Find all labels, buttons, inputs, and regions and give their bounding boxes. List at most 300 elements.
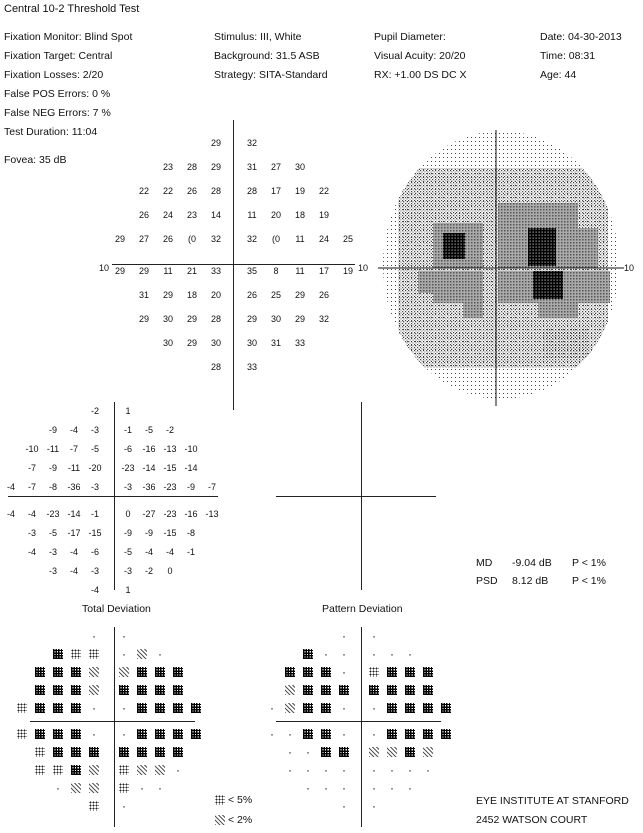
threshold-value: 29 xyxy=(294,290,305,300)
threshold-v-axis xyxy=(233,120,234,410)
td-value: -1 xyxy=(90,509,99,519)
false-pos-errors: False POS Errors: 0 % xyxy=(4,88,111,100)
td-value: -27 xyxy=(142,509,156,519)
pdp-symbol-black xyxy=(405,667,415,677)
threshold-value: 33 xyxy=(210,266,221,276)
rx: RX: +1.00 DS DC X xyxy=(374,69,467,81)
tdp-symbol-black xyxy=(53,649,63,659)
td-value: -3 xyxy=(90,425,99,435)
tdp-symbol-black xyxy=(35,703,45,713)
legend-symbol-dots xyxy=(215,795,225,805)
tdp-symbol-check xyxy=(89,765,99,775)
legend-label-2: < 2% xyxy=(228,814,253,826)
tdp-symbol-check xyxy=(71,783,81,793)
tdp-h-axis xyxy=(30,721,195,722)
threshold-value: 19 xyxy=(294,186,305,196)
pdp-symbol-dot xyxy=(387,783,397,793)
tdp-symbol-black xyxy=(137,685,147,695)
tdp-symbol-dot xyxy=(89,703,99,713)
threshold-value: 14 xyxy=(210,210,221,220)
td-value: -9 xyxy=(48,425,57,435)
pdp-symbol-black xyxy=(387,703,397,713)
td-value: -14 xyxy=(67,509,81,519)
threshold-value: 31 xyxy=(270,338,281,348)
threshold-value: 32 xyxy=(246,234,257,244)
pdp-symbol-black xyxy=(405,747,415,757)
pdp-symbol-dot xyxy=(339,631,349,641)
threshold-value: 24 xyxy=(162,210,173,220)
pdp-symbol-black xyxy=(321,703,331,713)
td-value: -13 xyxy=(163,444,177,454)
tdp-symbol-black xyxy=(173,729,183,739)
threshold-value: 18 xyxy=(186,290,197,300)
td-value: -11 xyxy=(67,463,81,473)
psd-value: 8.12 dB xyxy=(512,575,549,587)
tdp-symbol-dots xyxy=(89,649,99,659)
pdp-symbol-dot xyxy=(321,783,331,793)
threshold-value: 20 xyxy=(210,290,221,300)
threshold-value: 26 xyxy=(246,290,257,300)
threshold-value: 29 xyxy=(210,162,221,172)
td-value: -9 xyxy=(144,528,153,538)
pdp-symbol-black xyxy=(423,685,433,695)
pdp-symbol-black xyxy=(321,667,331,677)
pdp-symbol-dot xyxy=(285,729,295,739)
threshold-value: 19 xyxy=(342,266,353,276)
pdp-symbol-dot xyxy=(369,801,379,811)
tdp-symbol-dots xyxy=(17,703,27,713)
tdp-symbol-dots xyxy=(35,747,45,757)
threshold-value: 28 xyxy=(186,162,197,172)
md-p: P < 1% xyxy=(572,557,606,569)
pdp-symbol-black xyxy=(303,703,313,713)
legend-label-5: < 5% xyxy=(228,794,253,806)
td-value: -20 xyxy=(88,463,102,473)
fixation-losses: Fixation Losses: 2/20 xyxy=(4,69,104,81)
td-value: -9 xyxy=(123,528,132,538)
td-value: -5 xyxy=(48,528,57,538)
pdp-symbol-dot xyxy=(321,649,331,659)
tdp-symbol-black xyxy=(71,747,81,757)
pdp-symbol-dot xyxy=(369,649,379,659)
age: Age: 44 xyxy=(540,69,577,81)
td-value: -8 xyxy=(186,528,195,538)
td-value: -4 xyxy=(6,482,15,492)
pdp-symbol-black xyxy=(369,685,379,695)
pdp-symbol-dot xyxy=(423,765,433,775)
td-value: -4 xyxy=(27,509,36,519)
pupil-diameter: Pupil Diameter: xyxy=(374,31,446,43)
td-value: -23 xyxy=(163,482,177,492)
threshold-value: 24 xyxy=(318,234,329,244)
grey-patch xyxy=(543,328,588,358)
tdp-symbol-black xyxy=(155,685,165,695)
threshold-value: 29 xyxy=(210,138,221,148)
pdp-symbol-dot xyxy=(339,783,349,793)
td-value: -1 xyxy=(123,425,132,435)
threshold-value: 32 xyxy=(318,314,329,324)
tdp-symbol-black xyxy=(155,747,165,757)
threshold-value: 29 xyxy=(114,234,125,244)
time: Time: 08:31 xyxy=(540,50,596,62)
institution-name: EYE INSTITUTE AT STANFORD xyxy=(476,795,629,807)
test-duration: Test Duration: 11:04 xyxy=(4,126,98,138)
td-value: 1 xyxy=(125,585,131,595)
pdp-symbol-dot xyxy=(339,703,349,713)
tdp-symbol-dots xyxy=(17,729,27,739)
psd-name: PSD xyxy=(476,575,498,587)
pdp-symbol-check xyxy=(369,747,379,757)
pdp-symbol-check xyxy=(387,747,397,757)
td-h-axis xyxy=(8,496,218,497)
tdp-symbol-black xyxy=(53,703,63,713)
pdp-symbol-dot xyxy=(369,783,379,793)
test-title: Central 10-2 Threshold Test xyxy=(4,3,140,15)
pdp-symbol-black xyxy=(321,729,331,739)
tdp-symbol-check xyxy=(155,765,165,775)
pdp-symbol-dot xyxy=(369,765,379,775)
tdp-symbol-dot xyxy=(173,765,183,775)
td-value: -23 xyxy=(163,509,177,519)
threshold-value: 17 xyxy=(318,266,329,276)
threshold-value: 21 xyxy=(186,266,197,276)
pdp-symbol-dot xyxy=(285,747,295,757)
pdp-symbol-black xyxy=(303,729,313,739)
tdp-symbol-black xyxy=(173,685,183,695)
td-value: -16 xyxy=(142,444,156,454)
threshold-value: 11 xyxy=(295,234,305,244)
threshold-value: 30 xyxy=(246,338,257,348)
fixation-target: Fixation Target: Central xyxy=(4,50,113,62)
tdp-symbol-black xyxy=(71,685,81,695)
greyscale-plot xyxy=(378,128,635,408)
pdp-symbol-dot xyxy=(339,729,349,739)
threshold-value: 26 xyxy=(162,234,173,244)
tdp-symbol-dot xyxy=(155,783,165,793)
pdp-symbol-dot xyxy=(321,765,331,775)
threshold-value: 31 xyxy=(138,290,149,300)
tdp-symbol-black xyxy=(119,685,129,695)
td-value: -4 xyxy=(69,425,78,435)
tdp-symbol-dot xyxy=(119,729,129,739)
tdp-symbol-black xyxy=(155,729,165,739)
threshold-value: 30 xyxy=(162,338,173,348)
threshold-value: 32 xyxy=(246,138,257,148)
td-value: -14 xyxy=(184,463,198,473)
pdp-symbol-black xyxy=(423,729,433,739)
fovea: Fovea: 35 dB xyxy=(4,154,67,166)
td-value: -4 xyxy=(90,585,99,595)
pdp-symbol-black xyxy=(423,703,433,713)
tdp-symbol-dot xyxy=(137,783,147,793)
tdp-symbol-black xyxy=(173,667,183,677)
td-value: -10 xyxy=(184,444,198,454)
td-value: -4 xyxy=(27,547,36,557)
tdp-symbol-black xyxy=(71,765,81,775)
pdp-symbol-black xyxy=(339,747,349,757)
pdp-symbol-black xyxy=(441,729,451,739)
tdp-symbol-black xyxy=(137,747,147,757)
td-value: -6 xyxy=(123,444,132,454)
td-value: -5 xyxy=(90,444,99,454)
threshold-value: 28 xyxy=(246,186,257,196)
td-value: -16 xyxy=(184,509,198,519)
td-value: -15 xyxy=(163,528,177,538)
threshold-value: 11 xyxy=(247,210,257,220)
td-v-axis xyxy=(114,402,115,590)
tdp-symbol-black xyxy=(119,747,129,757)
tdp-symbol-black xyxy=(35,685,45,695)
institution-address: 2452 WATSON COURT xyxy=(476,814,588,826)
tdp-symbol-dots xyxy=(119,783,129,793)
threshold-value: 29 xyxy=(186,338,197,348)
threshold-value: 19 xyxy=(318,210,329,220)
pdp-symbol-check xyxy=(423,747,433,757)
total-deviation-label: Total Deviation xyxy=(82,603,151,615)
threshold-value: 22 xyxy=(162,186,173,196)
greyscale-svg xyxy=(378,128,624,408)
td-value: -2 xyxy=(165,425,174,435)
td-value: -3 xyxy=(27,528,36,538)
threshold-value: 26 xyxy=(318,290,329,300)
pdp-symbol-black xyxy=(303,649,313,659)
threshold-value: 29 xyxy=(246,314,257,324)
td-value: -3 xyxy=(90,482,99,492)
tdp-symbol-dots xyxy=(35,765,45,775)
tdp-symbol-check xyxy=(89,667,99,677)
threshold-value: 33 xyxy=(246,362,257,372)
threshold-value: 30 xyxy=(162,314,173,324)
pdp-symbol-check xyxy=(285,685,295,695)
pdp-symbol-dot xyxy=(405,649,415,659)
td-value: -13 xyxy=(205,509,219,519)
threshold-value: 23 xyxy=(186,210,197,220)
tdp-symbol-black xyxy=(71,703,81,713)
td-value: -2 xyxy=(90,406,99,416)
pdp-symbol-dot xyxy=(339,765,349,775)
pdp-symbol-black xyxy=(423,667,433,677)
psd-p: P < 1% xyxy=(572,575,606,587)
pdp-v-axis xyxy=(361,627,362,827)
td-value: -7 xyxy=(27,463,36,473)
td-value: -36 xyxy=(67,482,81,492)
tdp-symbol-black xyxy=(53,667,63,677)
tdp-symbol-check xyxy=(137,649,147,659)
visual-acuity: Visual Acuity: 20/20 xyxy=(374,50,466,62)
threshold-value: 23 xyxy=(162,162,173,172)
tdp-symbol-dot xyxy=(119,631,129,641)
td-value: -7 xyxy=(69,444,78,454)
tdp-symbol-dot xyxy=(119,801,129,811)
pdp-symbol-black xyxy=(405,703,415,713)
threshold-value: 26 xyxy=(138,210,149,220)
threshold-value: 28 xyxy=(210,186,221,196)
pdp-symbol-black xyxy=(303,667,313,677)
threshold-value: 30 xyxy=(270,314,281,324)
md-name: MD xyxy=(476,557,493,569)
tdp-v-axis xyxy=(114,627,115,827)
pdp-symbol-black xyxy=(285,667,295,677)
stimulus: Stimulus: III, White xyxy=(214,31,302,43)
td-value: -4 xyxy=(165,547,174,557)
pdp-symbol-dots xyxy=(369,667,379,677)
tdp-symbol-dot xyxy=(89,729,99,739)
td-value: -3 xyxy=(48,547,57,557)
threshold-value: 25 xyxy=(342,234,353,244)
tdp-symbol-black xyxy=(173,703,183,713)
pdp-symbol-black xyxy=(441,703,451,713)
pdp-symbol-dot xyxy=(405,765,415,775)
td-value: -4 xyxy=(69,547,78,557)
pdp-symbol-dot xyxy=(267,703,277,713)
threshold-value: 29 xyxy=(186,314,197,324)
md-value: -9.04 dB xyxy=(512,557,552,569)
pd-h-axis xyxy=(276,496,436,497)
tdp-symbol-black xyxy=(35,667,45,677)
tdp-symbol-black xyxy=(155,667,165,677)
td-value: -2 xyxy=(144,566,153,576)
threshold-value: 26 xyxy=(186,186,197,196)
threshold-h-axis xyxy=(112,264,355,265)
pdp-symbol-black xyxy=(405,685,415,695)
pdp-h-axis xyxy=(276,721,441,722)
td-value: -23 xyxy=(121,463,135,473)
pdp-symbol-dot xyxy=(285,765,295,775)
threshold-value: 29 xyxy=(138,314,149,324)
tdp-symbol-dots xyxy=(89,801,99,811)
threshold-value: 35 xyxy=(246,266,257,276)
threshold-value: 30 xyxy=(210,338,221,348)
td-value: -11 xyxy=(46,444,60,454)
tdp-symbol-black xyxy=(173,747,183,757)
threshold-value: 20 xyxy=(270,210,281,220)
td-value: -15 xyxy=(88,528,102,538)
pdp-symbol-dot xyxy=(369,729,379,739)
td-value: -36 xyxy=(142,482,156,492)
tdp-symbol-dot xyxy=(119,649,129,659)
threshold-axis-left-label: 10 xyxy=(99,263,110,273)
td-value: -4 xyxy=(69,566,78,576)
threshold-value: 8 xyxy=(273,266,279,276)
pdp-symbol-dot xyxy=(339,649,349,659)
threshold-value: 22 xyxy=(138,186,149,196)
td-value: 0 xyxy=(167,566,173,576)
td-value: 1 xyxy=(125,406,131,416)
threshold-value: (0 xyxy=(271,234,280,244)
pdp-symbol-dot xyxy=(339,667,349,677)
tdp-symbol-black xyxy=(71,667,81,677)
fixation-monitor: Fixation Monitor: Blind Spot xyxy=(4,31,133,43)
pdp-symbol-dot xyxy=(405,783,415,793)
grey-black-ur xyxy=(528,228,556,266)
tdp-symbol-black xyxy=(53,685,63,695)
threshold-value: 29 xyxy=(114,266,125,276)
tdp-symbol-dots xyxy=(53,765,63,775)
pdp-symbol-dot xyxy=(369,703,379,713)
td-value: -17 xyxy=(67,528,81,538)
td-value: 0 xyxy=(125,509,131,519)
threshold-value: 31 xyxy=(246,162,257,172)
td-value: -14 xyxy=(142,463,156,473)
threshold-value: 27 xyxy=(270,162,281,172)
threshold-value: 18 xyxy=(294,210,305,220)
threshold-value: 25 xyxy=(270,290,281,300)
threshold-value: 29 xyxy=(138,266,149,276)
pdp-symbol-black xyxy=(387,685,397,695)
pdp-symbol-dot xyxy=(387,765,397,775)
pdp-symbol-black xyxy=(303,685,313,695)
pdp-symbol-dot xyxy=(303,783,313,793)
td-value: -3 xyxy=(123,566,132,576)
td-value: -7 xyxy=(27,482,36,492)
grey-black-lr xyxy=(533,271,563,299)
tdp-symbol-black xyxy=(71,729,81,739)
threshold-value: 29 xyxy=(162,290,173,300)
td-value: -3 xyxy=(123,482,132,492)
td-value: -6 xyxy=(90,547,99,557)
tdp-symbol-black xyxy=(53,747,63,757)
pattern-deviation-label: Pattern Deviation xyxy=(322,603,403,615)
greyscale-axis-label: 10 xyxy=(624,263,635,273)
tdp-symbol-dot xyxy=(53,783,63,793)
threshold-value: 33 xyxy=(294,338,305,348)
td-value: -5 xyxy=(144,425,153,435)
tdp-symbol-black xyxy=(155,703,165,713)
false-neg-errors: False NEG Errors: 7 % xyxy=(4,107,111,119)
date: Date: 04-30-2013 xyxy=(540,31,622,43)
pdp-symbol-dot xyxy=(339,801,349,811)
tdp-symbol-check xyxy=(89,783,99,793)
threshold-value: (0 xyxy=(187,234,196,244)
threshold-value: 17 xyxy=(270,186,281,196)
threshold-value: 29 xyxy=(294,314,305,324)
threshold-value: 11 xyxy=(295,266,305,276)
td-value: -9 xyxy=(186,482,195,492)
tdp-symbol-dot xyxy=(155,649,165,659)
pdp-symbol-black xyxy=(321,685,331,695)
td-value: -3 xyxy=(48,566,57,576)
pdp-symbol-dot xyxy=(303,747,313,757)
background: Background: 31.5 ASB xyxy=(214,50,320,62)
pdp-symbol-dot xyxy=(369,631,379,641)
pdp-symbol-dot xyxy=(303,765,313,775)
grey-black-ul xyxy=(443,233,465,259)
td-value: -1 xyxy=(186,547,195,557)
pdp-symbol-black xyxy=(321,747,331,757)
tdp-symbol-black xyxy=(137,703,147,713)
threshold-value: 27 xyxy=(138,234,149,244)
pdp-symbol-black xyxy=(405,729,415,739)
tdp-symbol-black xyxy=(53,729,63,739)
tdp-symbol-black xyxy=(35,729,45,739)
pdp-symbol-black xyxy=(387,667,397,677)
pdp-symbol-dot xyxy=(267,729,277,739)
tdp-symbol-check xyxy=(89,685,99,695)
pd-v-axis xyxy=(361,402,362,590)
tdp-symbol-black xyxy=(89,747,99,757)
threshold-value: 11 xyxy=(163,266,173,276)
tdp-symbol-black xyxy=(137,667,147,677)
td-value: -23 xyxy=(46,509,60,519)
threshold-value: 32 xyxy=(210,234,221,244)
tdp-symbol-black xyxy=(191,703,201,713)
pdp-symbol-dot xyxy=(387,649,397,659)
tdp-symbol-check xyxy=(119,667,129,677)
tdp-symbol-dot xyxy=(119,703,129,713)
tdp-symbol-black xyxy=(137,729,147,739)
tdp-symbol-check xyxy=(137,765,147,775)
tdp-symbol-black xyxy=(191,729,201,739)
